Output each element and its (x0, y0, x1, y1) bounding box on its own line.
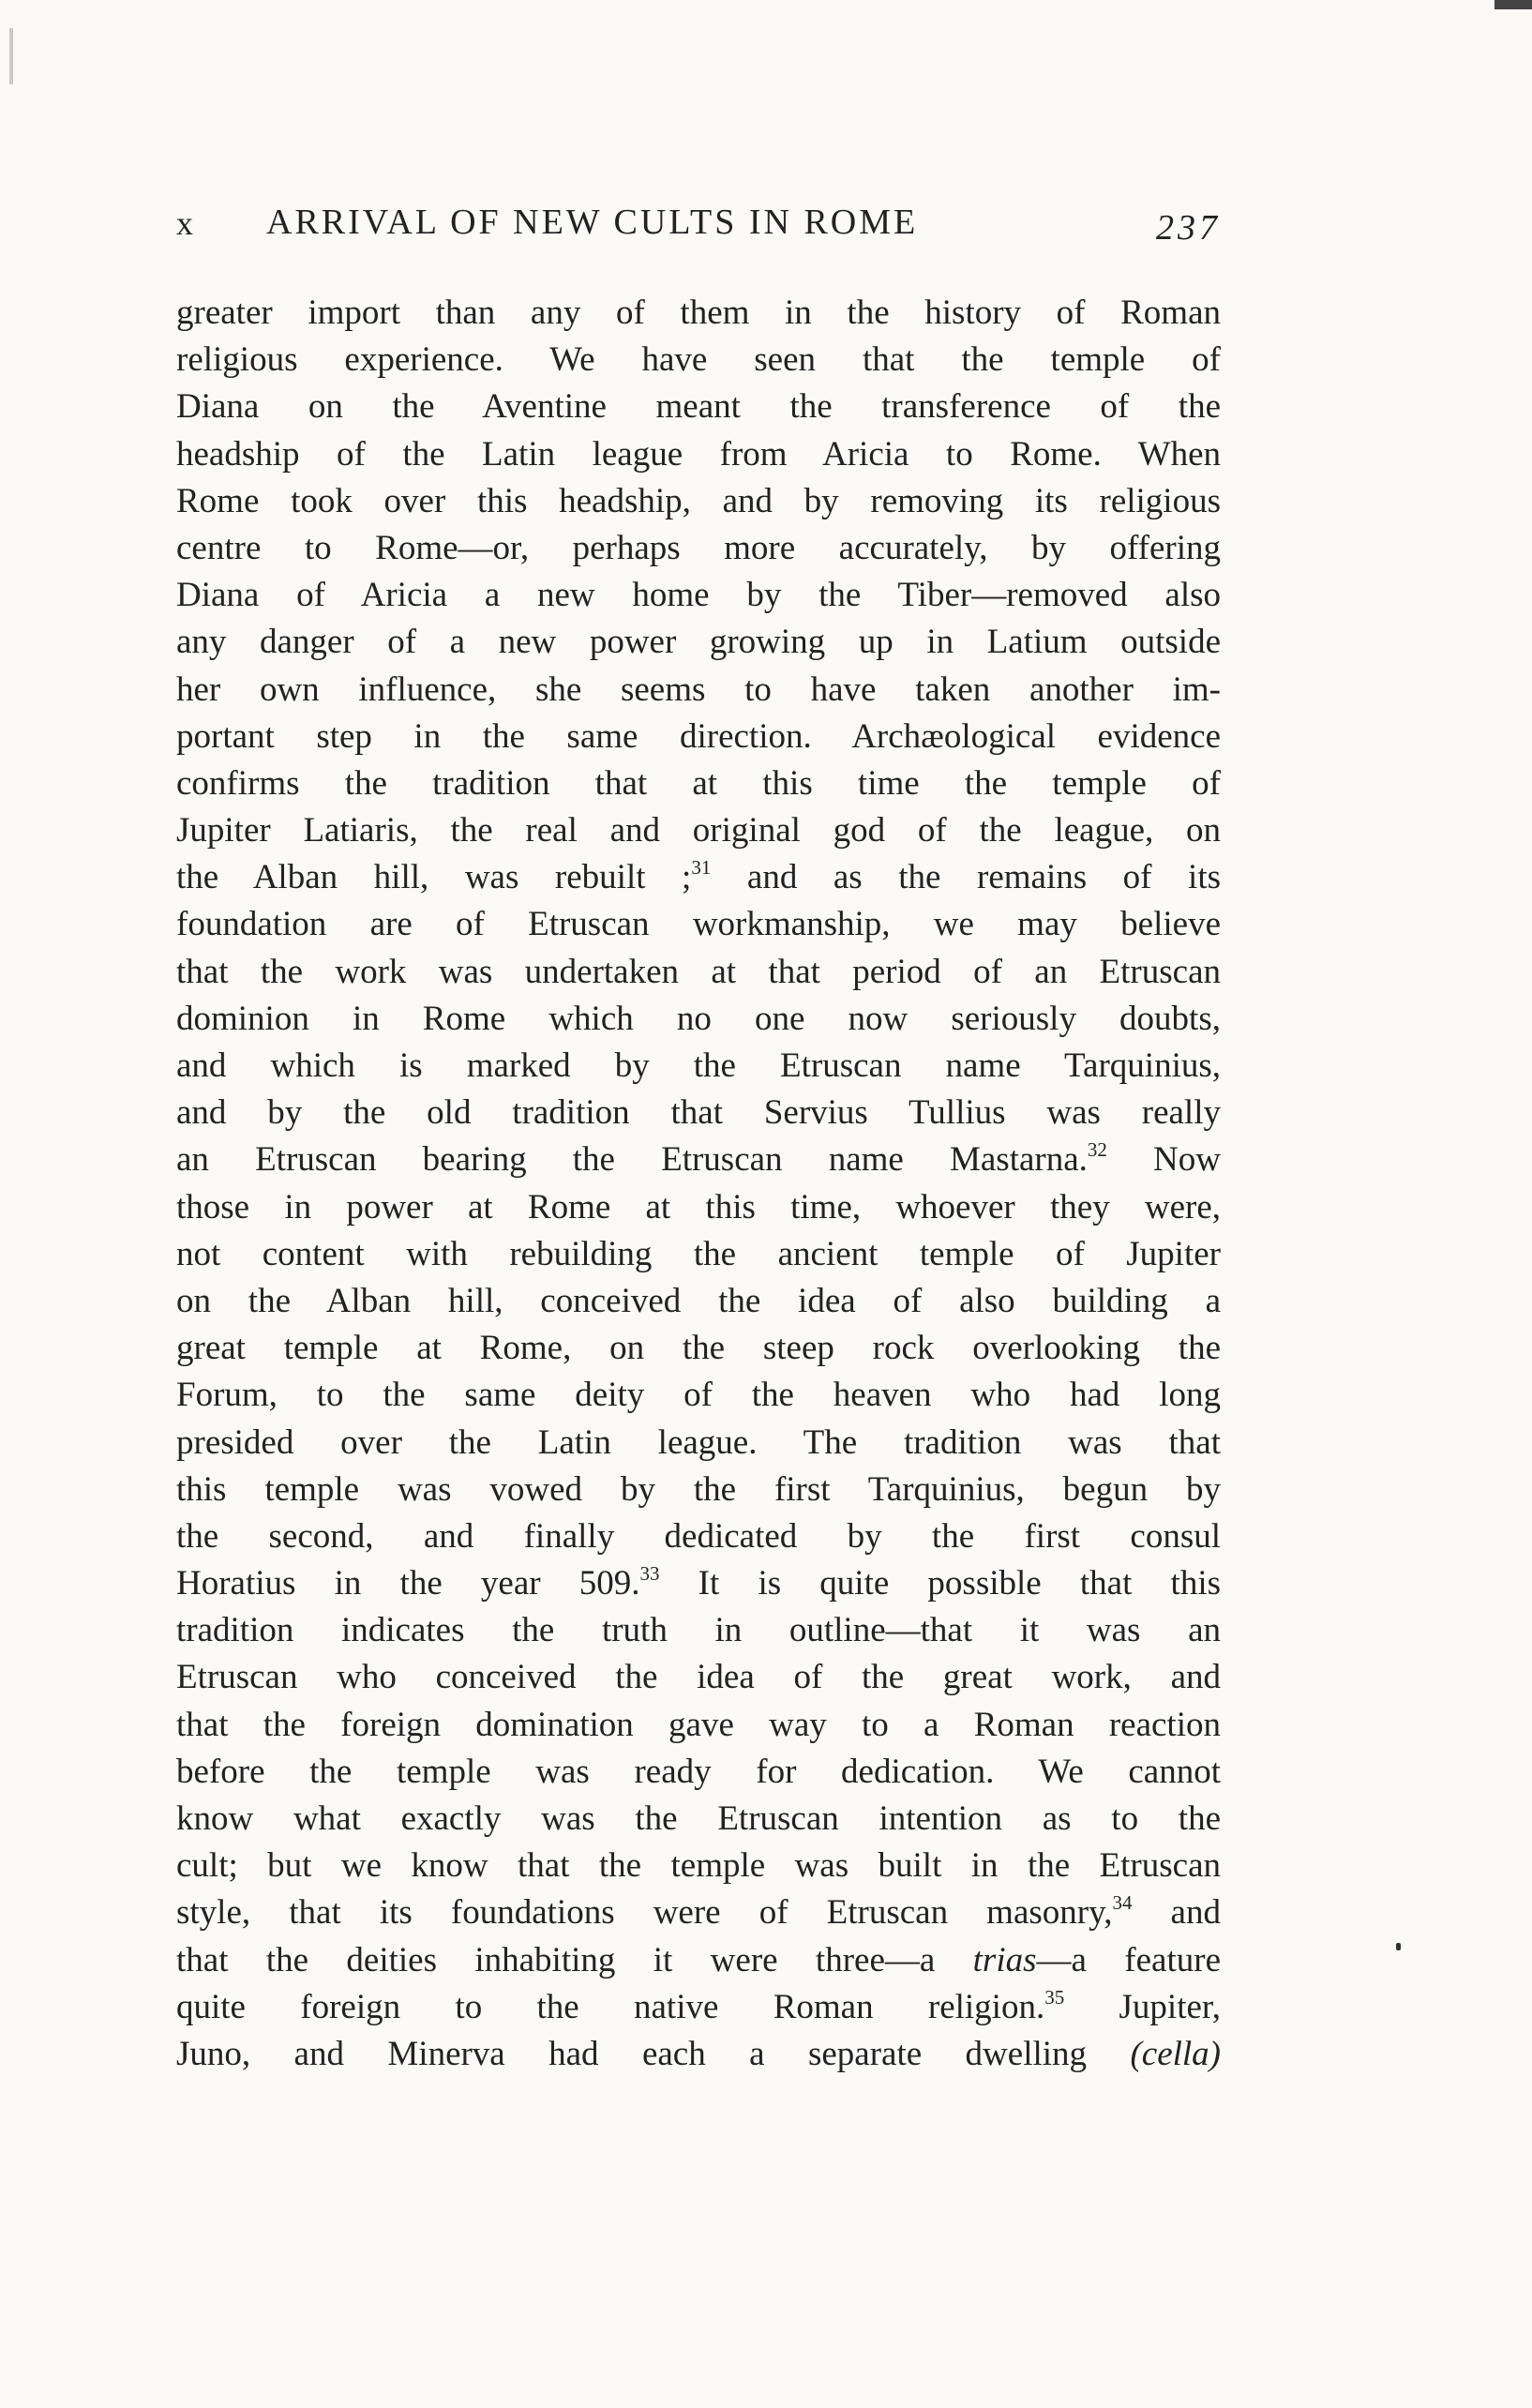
text-segment: It is quite possible that this (659, 1564, 1221, 1603)
scan-speck (9, 28, 13, 84)
text-line: the second, and finally dedicated by the first consul (176, 1516, 1221, 1556)
text-line (176, 854, 1221, 901)
text-line: cult; but we know that the temple was built in the Etruscan (176, 1846, 1221, 1886)
text-line: dominion in Rome which no one now seriously doubts, (176, 999, 1221, 1038)
text-segment: the Alban hill, was rebuilt ; (176, 858, 692, 897)
ink-dot (1396, 1943, 1401, 1950)
text-line: her own influence, she seems to have taken another im- (176, 670, 1221, 709)
text-line: any danger of a new power growing up in Latium outside (176, 623, 1221, 662)
text-line: this temple was vowed by the first Tarquinius, begun by (176, 1469, 1221, 1509)
text-line (176, 1136, 1221, 1183)
footnote-ref-32: 32 (1087, 1138, 1107, 1162)
footnote-ref-33: 33 (639, 1562, 660, 1586)
text-line: religious experience. We have seen that the temple of (176, 340, 1221, 380)
text-line (176, 1889, 1221, 1936)
running-head (176, 202, 1221, 262)
text-line: foundation are of Etruscan workmanship, we may believe (176, 905, 1221, 944)
text-line: confirms the tradition that at this time the temple of (176, 763, 1221, 803)
text-line: tradition indicates the truth in outline—that it was an (176, 1611, 1221, 1650)
italic-term-trias: trias (972, 1940, 1037, 1979)
text-line: presided over the Latin league. The tradition was that (176, 1422, 1221, 1462)
text-line: Forum, to the same deity of the heaven who had long (176, 1376, 1221, 1415)
text-line: Diana of Aricia a new home by the Tiber—removed also (176, 576, 1221, 615)
book-page (176, 202, 1221, 2078)
text-line: and by the old tradition that Servius Tullius was really (176, 1093, 1221, 1133)
text-line: great temple at Rome, on the steep rock overlooking the (176, 1329, 1221, 1368)
text-line: headship of the Latin league from Aricia to Rome. When (176, 434, 1221, 474)
italic-term-cella: (cella) (1130, 2034, 1221, 2073)
text-line (176, 2031, 1221, 2078)
text-line: Etruscan who conceived the idea of the great work, and (176, 1658, 1221, 1697)
text-segment: Jupiter, (1064, 1987, 1221, 2026)
text-segment: quite foreign to the native Roman religion. (176, 1987, 1045, 2026)
text-line: that the work was undertaken at that period of an Etruscan (176, 952, 1221, 991)
text-segment: Horatius in the year 509. (176, 1564, 640, 1603)
text-line: greater import than any of them in the history of Roman (176, 293, 1221, 332)
text-line: Diana on the Aventine meant the transference of the (176, 387, 1221, 427)
text-line: centre to Rome—or, perhaps more accurately, by offering (176, 528, 1221, 567)
text-line: on the Alban hill, conceived the idea of also building a (176, 1281, 1221, 1320)
text-segment: an Etruscan bearing the Etruscan name Mastarna. (176, 1140, 1088, 1180)
footnote-ref-35: 35 (1044, 1985, 1065, 2009)
text-line: Rome took over this headship, and by removing its religious (176, 481, 1221, 520)
text-line: that the foreign domination gave way to a Roman reaction (176, 1705, 1221, 1744)
text-segment: and (1132, 1893, 1221, 1933)
text-line: and which is marked by the Etruscan name Tarquinius, (176, 1046, 1221, 1085)
text-segment: —a feature (1036, 1940, 1221, 1979)
text-line (176, 1560, 1221, 1607)
text-segment: and as the remains of its (711, 858, 1222, 897)
text-segment: style, that its foundations were of Etruscan masonry, (176, 1893, 1113, 1933)
footnote-ref-34: 34 (1112, 1891, 1133, 1915)
running-title: ARRIVAL OF NEW CULTS IN ROME (266, 203, 919, 242)
page-number: 237 (1156, 208, 1221, 248)
text-line (176, 1984, 1221, 2031)
text-line: not content with rebuilding the ancient temple of Jupiter (176, 1234, 1221, 1273)
text-segment: that the deities inhabiting it were three—a (176, 1940, 973, 1979)
text-line: know what exactly was the Etruscan intention as to the (176, 1799, 1221, 1838)
text-line: before the temple was ready for dedication. We cannot (176, 1752, 1221, 1791)
text-line: those in power at Rome at this time, whoever they were, (176, 1187, 1221, 1227)
text-segment: Now (1106, 1140, 1221, 1180)
text-segment: Juno, and Minerva had each a separate dwelling (176, 2034, 1131, 2073)
body-text (176, 290, 1221, 2078)
scan-edge-mark (1494, 0, 1532, 9)
text-line: Jupiter Latiaris, the real and original god of the league, on (176, 811, 1221, 850)
footnote-ref-31: 31 (691, 856, 712, 880)
text-line: portant step in the same direction. Archæological evidence (176, 716, 1221, 756)
chapter-number: x (176, 204, 196, 242)
text-line (176, 1937, 1221, 1984)
